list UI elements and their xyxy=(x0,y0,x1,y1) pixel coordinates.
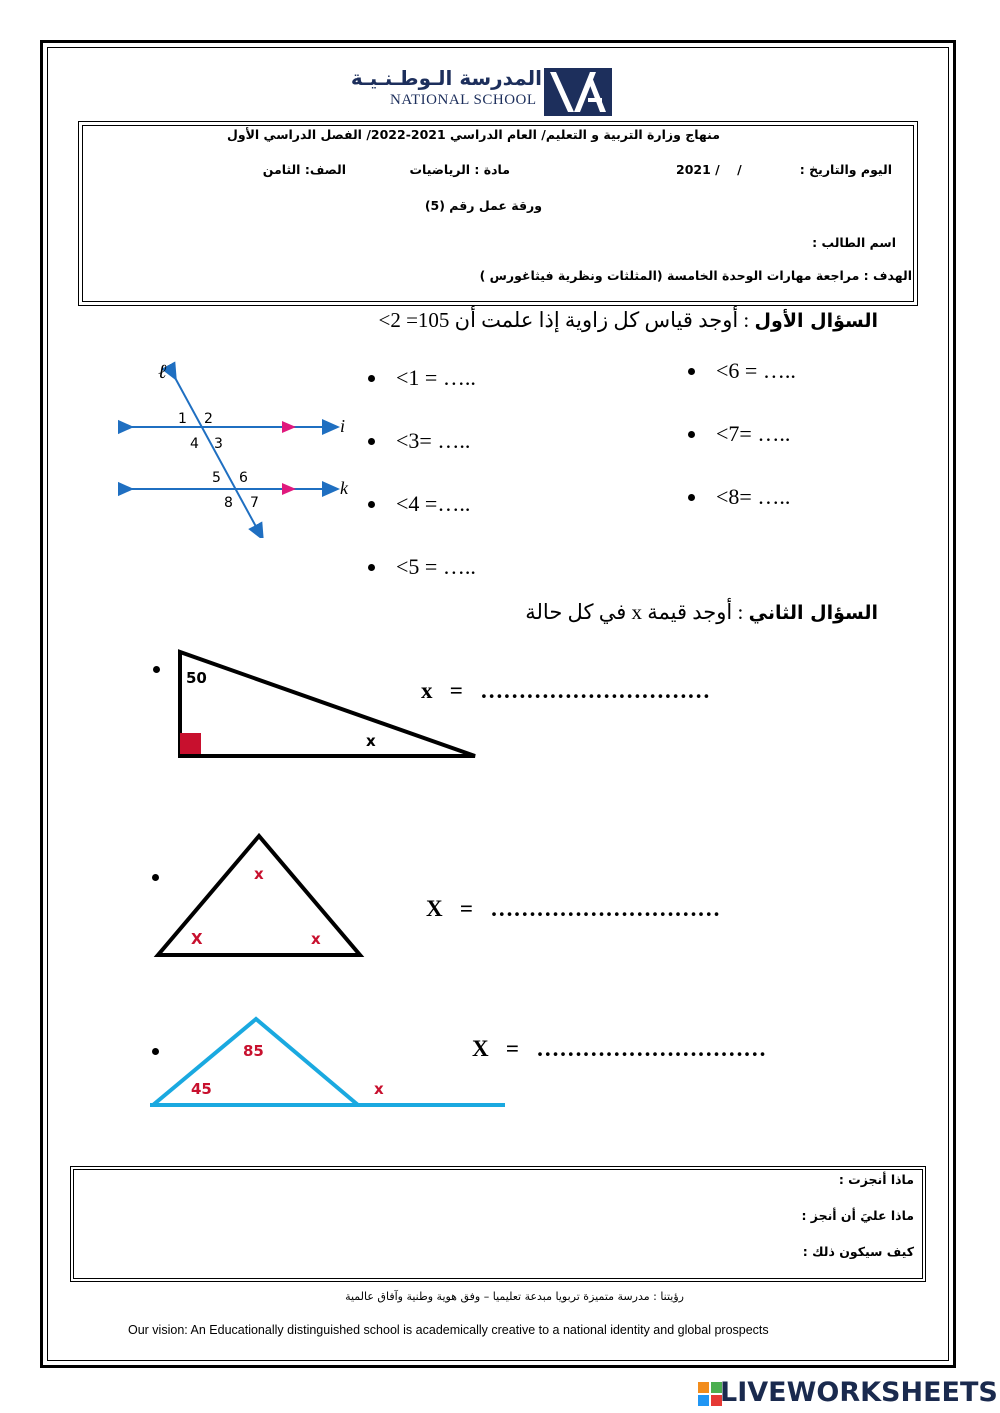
liveworksheets-logo-icon xyxy=(698,1382,722,1406)
bullet xyxy=(368,501,375,508)
bullet xyxy=(688,431,695,438)
answer-angle-1[interactable]: <1 = ….. xyxy=(396,365,476,390)
angle-label-top-x: x xyxy=(254,865,264,883)
reflection-todo: ماذا عليَ أن أنجز : xyxy=(801,1208,914,1223)
curriculum-line: منهاج وزارة التربية و التعليم/ العام الدراسي 2021-2022/ الفصل الدراسي الأول xyxy=(226,127,720,142)
reflection-done: ماذا أنجزت : xyxy=(838,1172,914,1187)
liveworksheets-text: LIVEWORKSHEETS xyxy=(720,1377,998,1408)
question2-heading xyxy=(525,600,878,625)
bullet xyxy=(368,438,375,445)
angle-8: 8 xyxy=(224,495,233,511)
goal-line: الهدف : مراجعة مهارات الوحدة الخامسة (المثلثات ونظرية فيثاغورس ) xyxy=(479,268,912,283)
label-l: ℓ xyxy=(158,361,167,383)
answer-angle-8[interactable]: <8= ….. xyxy=(716,484,791,509)
angle-label-right-x: x xyxy=(311,930,321,948)
bullet xyxy=(153,666,160,673)
school-logo xyxy=(350,66,612,116)
equation-1[interactable]: x = ………………………… xyxy=(421,678,711,703)
angle-1: 1 xyxy=(178,411,187,427)
vision-ar: رؤيتنا : مدرسة متميزة تربويا مبدعة تعليميا – وفق هوية وطنية وآفاق عالمية xyxy=(345,1290,684,1303)
angle-5: 5 xyxy=(212,470,221,486)
reflection-box-inner xyxy=(73,1169,923,1279)
answer-angle-3[interactable]: <3= ….. xyxy=(396,428,471,453)
student-name-label: اسم الطالب : xyxy=(812,235,896,250)
date-label: اليوم والتاريخ : xyxy=(799,162,892,177)
angle-label-exterior-x: x xyxy=(374,1080,384,1098)
answer-angle-6[interactable]: <6 = ….. xyxy=(716,358,796,383)
question2-text: : أوجد قيمة x في كل حالة xyxy=(525,600,744,624)
label-k: k xyxy=(340,478,348,498)
angle-label-50: 50 xyxy=(186,669,207,687)
parallel-arrow-i xyxy=(282,421,296,433)
question1-text: : أوجد قياس كل زاوية إذا علمت أن 105= 2> xyxy=(378,308,750,332)
angle-3: 3 xyxy=(214,436,223,452)
answer-angle-7[interactable]: <7= ….. xyxy=(716,421,791,446)
bullet xyxy=(688,368,695,375)
worksheet-title: ورقة عمل رقم (5) xyxy=(424,198,542,213)
equilateral-triangle xyxy=(150,830,370,962)
equation-2[interactable]: X = ………………………… xyxy=(426,896,721,921)
question1-label: السؤال الأول xyxy=(754,310,878,332)
bullet xyxy=(368,375,375,382)
exterior-angle-triangle xyxy=(145,1012,510,1112)
answer-angle-4[interactable]: <4 =….. xyxy=(396,491,471,516)
angle-4: 4 xyxy=(190,436,199,452)
question1-heading xyxy=(378,308,878,333)
vision-en: Our vision: An Educationally distinguished school is academically creative to a national identity and global prospects xyxy=(128,1323,769,1337)
school-name-en: NATIONAL SCHOOL xyxy=(390,92,537,108)
parallel-arrow-k xyxy=(282,483,296,495)
angle-label-45: 45 xyxy=(191,1080,212,1098)
question2-label: السؤال الثاني xyxy=(748,602,878,624)
grade-label: الصف: الثامن xyxy=(262,162,346,177)
answer-angle-5[interactable]: <5 = ….. xyxy=(396,554,476,579)
bullet xyxy=(368,564,375,571)
parallel-lines-diagram xyxy=(118,358,358,538)
angle-label-x: x xyxy=(366,732,376,750)
school-logo-mark xyxy=(544,68,612,116)
school-name-ar: المدرسة الـوطـنـيـة xyxy=(350,66,542,90)
angle-6: 6 xyxy=(239,470,248,486)
bullet xyxy=(688,494,695,501)
angle-label-85: 85 xyxy=(243,1042,264,1060)
right-triangle xyxy=(170,646,490,766)
reflection-how: كيف سيكون ذلك : xyxy=(802,1244,914,1259)
angle-2: 2 xyxy=(204,411,213,427)
right-angle-marker xyxy=(180,733,201,754)
angle-7: 7 xyxy=(250,495,259,511)
transversal-l xyxy=(173,374,260,534)
date-field[interactable]: 2021 / / xyxy=(676,162,742,177)
label-i: i xyxy=(340,416,346,436)
liveworksheets-watermark xyxy=(698,1377,998,1411)
subject-label: مادة : الرياضيات xyxy=(409,162,510,177)
equation-3[interactable]: X = ………………………… xyxy=(472,1036,767,1061)
angle-label-left-x: X xyxy=(191,930,203,948)
